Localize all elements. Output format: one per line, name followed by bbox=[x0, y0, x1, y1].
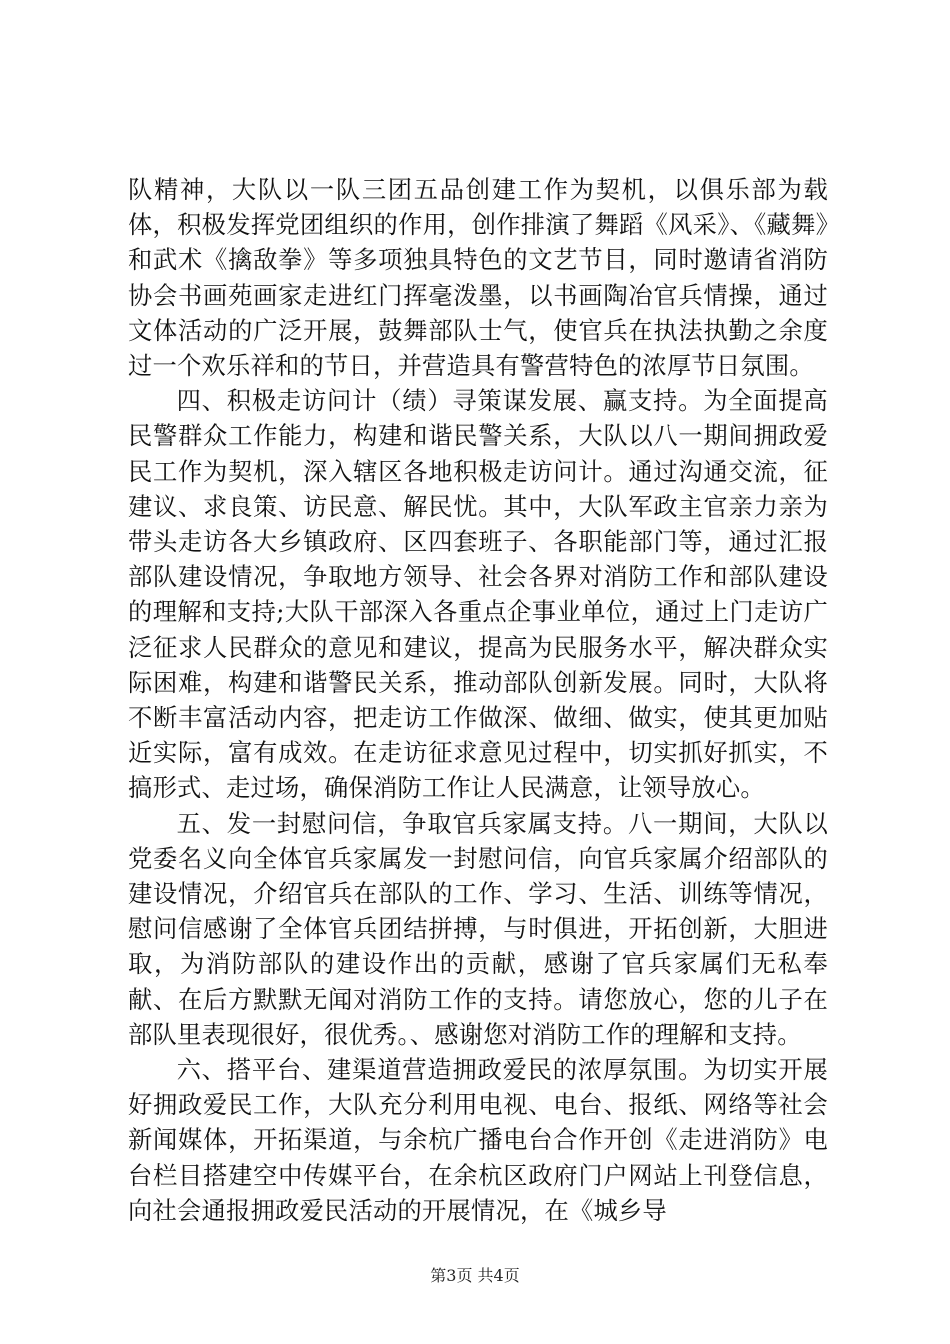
paragraph-section-five: 五、发一封慰问信，争取官兵家属支持。八一期间，大队以党委名义向全体官兵家属发一封慰问信，向官兵家属介绍部队的建设情况，介绍官兵在部队的工作、学习、生活、训练等情况，慰问信感谢了全体官兵团结拼搏，与时俱进，开拓创新，大胆进取，为消防部队的建设作出的贡献，感谢了官兵家属们无私奉献、在后方默默无闻对消防工作的支持。请您放心，您的儿子在部队里表现很好，很优秀。、感谢您对消防工作的理解和支持。 bbox=[128, 808, 828, 1049]
paragraph-section-six: 六、搭平台、建渠道营造拥政爱民的浓厚氛围。为切实开展好拥政爱民工作，大队充分利用电视、电台、报纸、网络等社会新闻媒体，开拓渠道，与余杭广播电台合作开创《走进消防》电台栏目搭建空中传媒平台，在余杭区政府门户网站上刊登信息，向社会通报拥政爱民活动的开展情况，在《城乡导 bbox=[128, 1055, 828, 1225]
document-body bbox=[128, 172, 828, 1228]
paragraph-section-four: 四、积极走访问计（绩）寻策谋发展、赢支持。为全面提高民警群众工作能力，构建和谐民警关系，大队以八一期间拥政爱民工作为契机，深入辖区各地积极走访问计。通过沟通交流，征建议、求良策、访民意、解民忧。其中，大队军政主官亲力亲为带头走访各大乡镇政府、区四套班子、各职能部门等，通过汇报部队建设情况，争取地方领导、社会各界对消防工作和部队建设的理解和支持;大队干部深入各重点企事业单位，通过上门走访广泛征求人民群众的意见和建议，提高为民服务水平，解决群众实际困难，构建和谐警民关系，推动部队创新发展。同时，大队将不断丰富活动内容，把走访工作做深、做细、做实，使其更加贴近实际，富有成效。在走访征求意见过程中，切实抓好抓实，不搞形式、走过场，确保消防工作让人民满意，让领导放心。 bbox=[128, 386, 828, 803]
page-number-footer: 第3页 共4页 bbox=[430, 1266, 520, 1285]
paragraph-continuation: 队精神，大队以一队三团五品创建工作为契机，以俱乐部为载体，积极发挥党团组织的作用，创作排演了舞蹈《风采》、《藏舞》和武术《擒敌拳》等多项独具特色的文艺节目，同时邀请省消防协会书画苑画家走进红门挥毫泼墨，以书画陶冶官兵情操，通过文体活动的广泛开展，鼓舞部队士气，使官兵在执法执勤之余度过一个欢乐祥和的节日，并营造具有警营特色的浓厚节日氛围。 bbox=[128, 175, 828, 381]
